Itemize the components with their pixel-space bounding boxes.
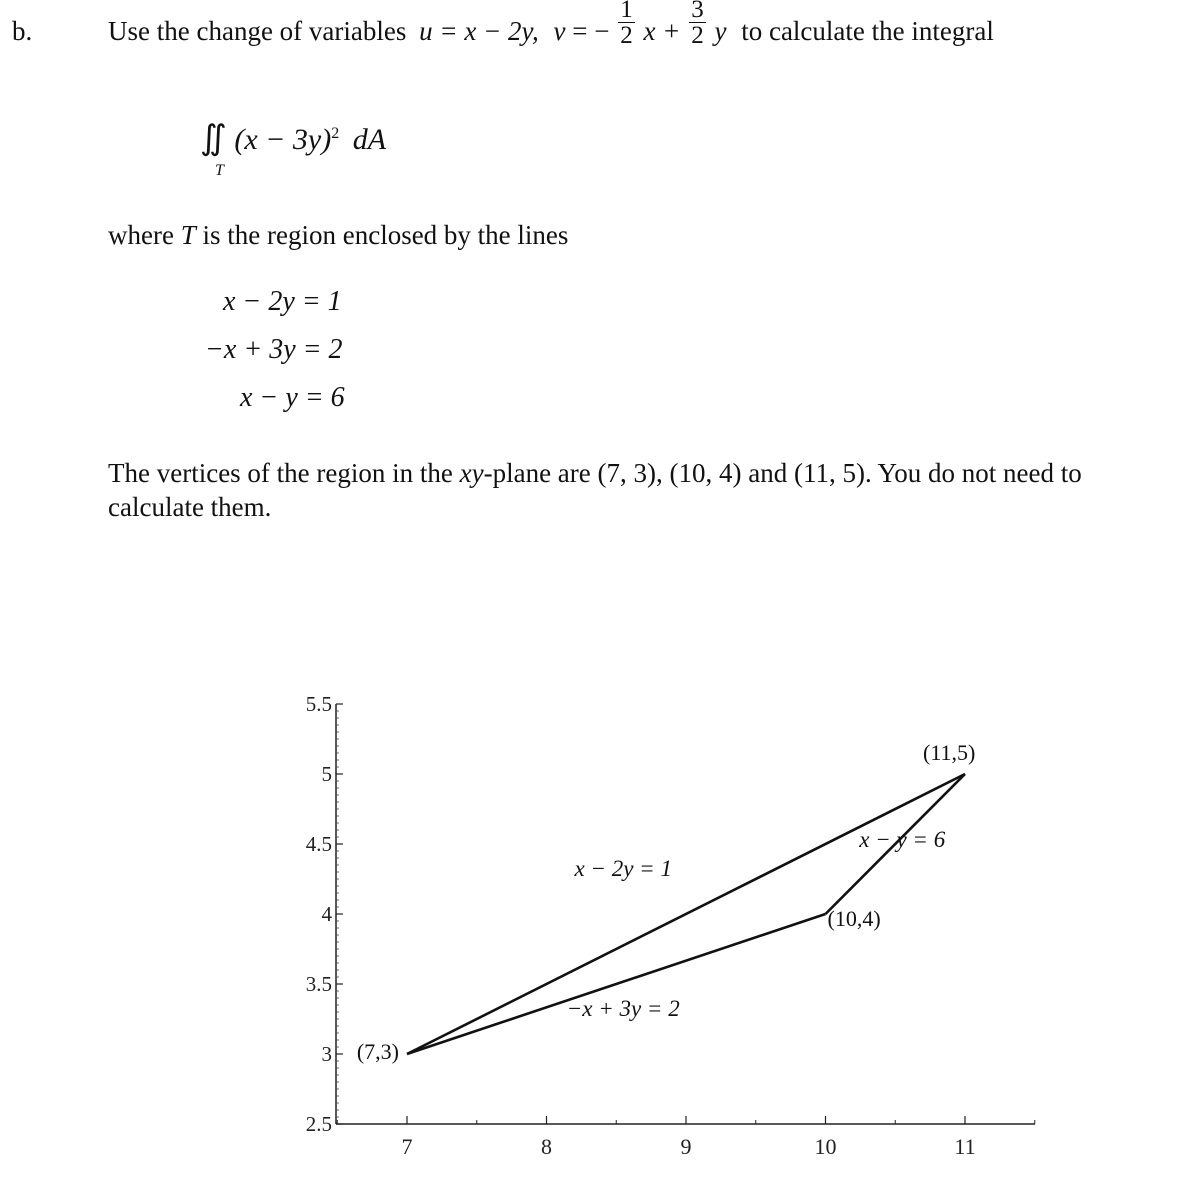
integral-sign: ∬ (200, 120, 227, 157)
equation-line-3: x − y = 6 (240, 382, 345, 413)
problem-label: b. (12, 16, 33, 46)
x-tick-label: 9 (680, 1134, 692, 1159)
region-edge-2 (407, 914, 826, 1054)
v-x-plus: x + (643, 16, 681, 46)
y-tick-label: 4.5 (305, 832, 332, 856)
y-tick-label: 5 (321, 762, 332, 786)
x-tick-label: 11 (954, 1134, 976, 1159)
vertex-sentence-part-2: -plane are (7, 3), (10, 4) and (11, 5). You do not need to (483, 458, 1082, 488)
u-rhs: = x − 2y, (439, 16, 539, 46)
region-edge-1 (407, 774, 965, 1054)
u-lhs: u (419, 16, 433, 46)
region-text-pre: where (108, 220, 174, 250)
x-tick-label: 10 (814, 1134, 837, 1159)
v-frac-1-num: 1 (618, 0, 635, 23)
integrand: (x − 3y) (234, 123, 332, 156)
x-tick-label: 7 (401, 1134, 413, 1159)
y-tick-label: 3 (321, 1042, 332, 1066)
integral-region-subscript: T (215, 162, 224, 179)
y-tick-label: 3.5 (305, 972, 332, 996)
integrand-exponent: 2 (331, 125, 340, 142)
vertex-sentence-line-2: calculate them. (108, 492, 272, 522)
v-lhs: v (553, 16, 566, 46)
v-eq: = − (572, 16, 610, 46)
v-frac-2-den: 2 (691, 22, 704, 50)
vertex-label: (11,5) (923, 740, 976, 765)
v-frac-2-num: 3 (689, 0, 706, 23)
line-label: x − 2y = 1 (574, 856, 672, 882)
x-tick-label: 8 (541, 1134, 552, 1159)
intro-text: Use the change of variables (108, 16, 407, 46)
vertex-label: (10,4) (827, 906, 881, 931)
integral-dA: dA (352, 123, 387, 156)
vertex-sentence-part-1: The vertices of the region in the (108, 458, 453, 488)
vertex-label: (7,3) (356, 1039, 399, 1064)
v-frac-1-den: 2 (620, 22, 633, 50)
vertex-sentence-xy: xy (459, 458, 484, 488)
line-label: −x + 3y = 2 (566, 996, 680, 1022)
y-tick-label: 5.5 (305, 692, 332, 716)
region-text-post: is the region enclosed by the lines (202, 220, 569, 250)
equation-line-2: −x + 3y = 2 (205, 334, 343, 365)
y-tick-label: 4 (321, 902, 332, 926)
y-tick-label: 2.5 (305, 1112, 332, 1136)
v-y: y (714, 16, 727, 46)
region-T: T (180, 220, 196, 250)
equation-line-1: x − 2y = 1 (223, 286, 342, 317)
intro-tail: to calculate the integral (741, 16, 994, 46)
line-label: x − y = 6 (859, 826, 946, 852)
